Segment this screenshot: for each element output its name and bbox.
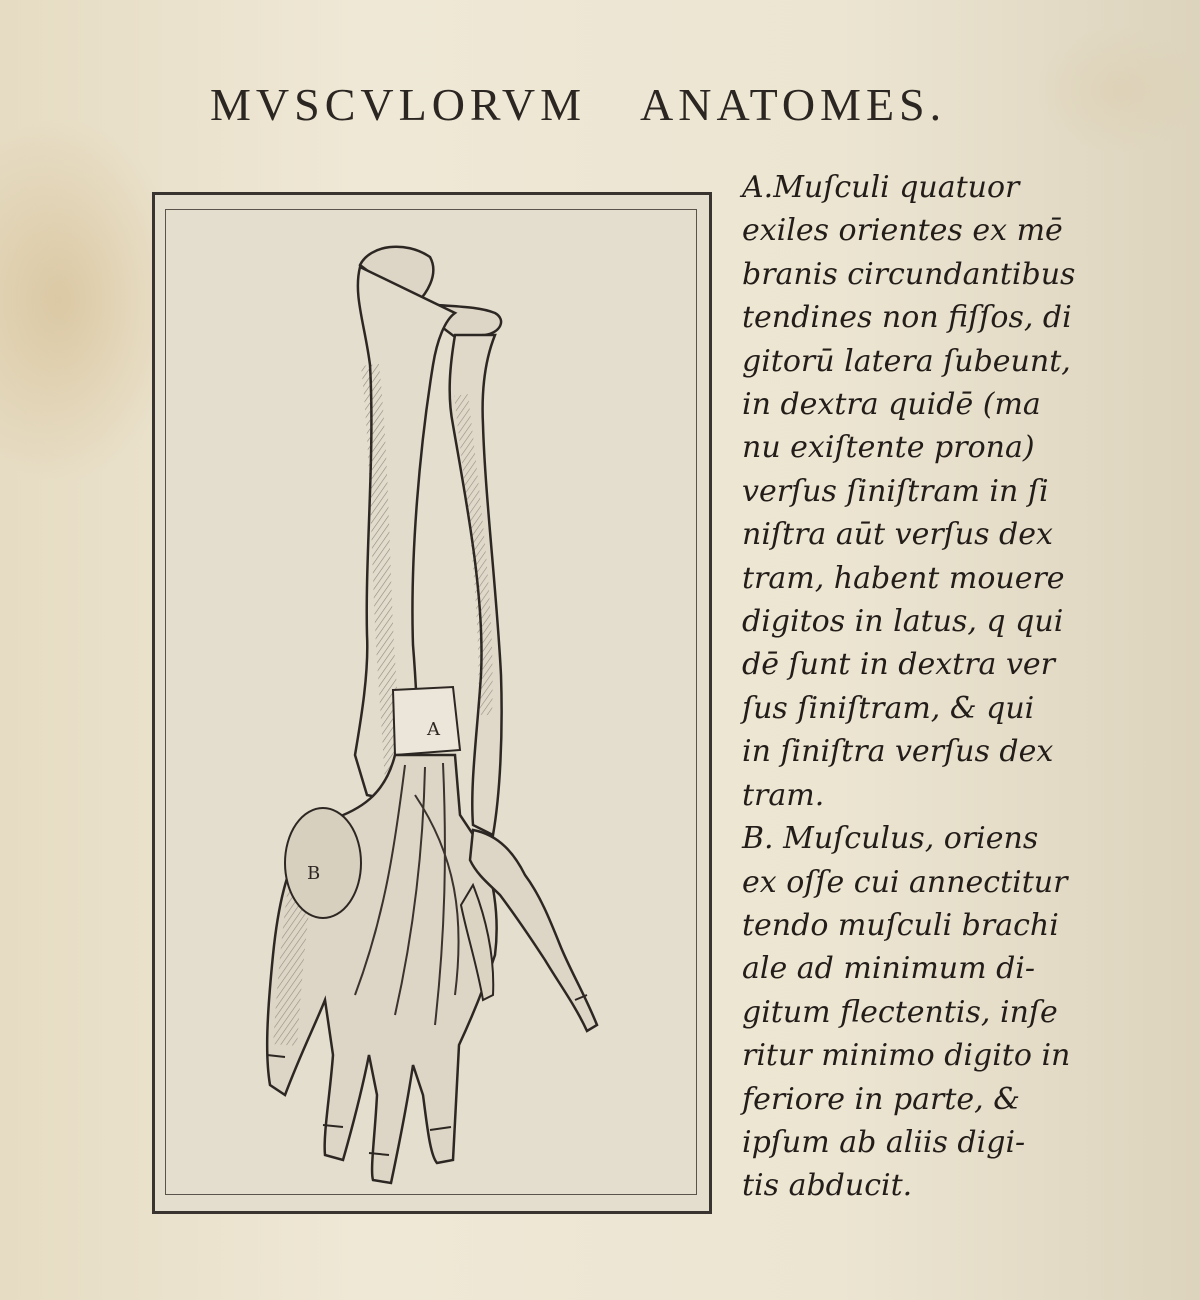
text-line: branis circundantibus [742, 256, 1076, 292]
text-line: A.Muſculi quatuor [742, 170, 1020, 205]
text-line: tram. [742, 777, 825, 813]
text-line: ex oſſe cui annectitur [742, 864, 1068, 900]
text-line: ale ad minimum di- [742, 951, 1036, 987]
text-line: ipſum ab aliis digi- [742, 1124, 1026, 1160]
text-line: tendines non fiſſos, di [742, 300, 1072, 336]
text-line: tis abducit. [742, 1168, 913, 1204]
text-line: ſus ſiniſtram, & qui [742, 690, 1035, 726]
text-line: gitorū latera ſubeunt, [742, 343, 1071, 379]
text-line: niſtra aūt verſus dex [742, 517, 1053, 553]
text-line: dē ſunt in dextra ver [742, 647, 1056, 683]
text-line: B. Muſculus, oriens [742, 821, 1039, 857]
plate-label-a: A [427, 719, 440, 740]
text-line: feriore in parte, & [742, 1081, 1020, 1117]
text-line: exiles orientes ex mē [742, 213, 1063, 249]
page-title: MVSCVLORVM ANATOMES. [210, 79, 947, 130]
text-line: nu exiſtente prona) [742, 430, 1035, 466]
text-line: in dextra quidē (ma [742, 387, 1041, 423]
text-line: tram, habent mouere [742, 560, 1065, 596]
text-line: verſus ſiniſtram in ſi [742, 473, 1049, 509]
text-line: gitum flectentis, inſe [742, 994, 1058, 1030]
text-line: ritur minimo digito in [742, 1038, 1071, 1074]
forearm-hand-engraving [155, 195, 715, 1217]
text-column [742, 166, 1162, 1208]
anatomical-plate [152, 192, 712, 1214]
text-line: tendo muſculi brachi [742, 907, 1059, 943]
plate-label-b: B [307, 863, 321, 884]
text-line: digitos in latus, q qui [742, 604, 1064, 640]
text-line: in ſiniſtra verſus dex [742, 734, 1054, 770]
